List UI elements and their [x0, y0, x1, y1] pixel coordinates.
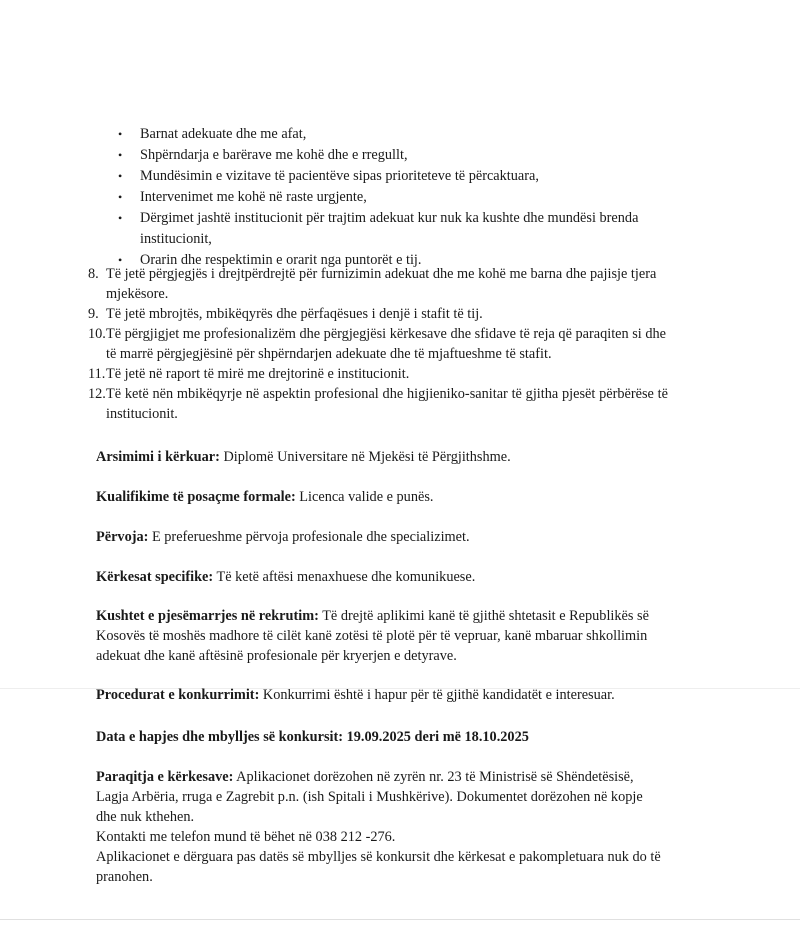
- experience-section: Përvoja: E preferueshme përvoja profesionale dhe specializimet.: [96, 529, 470, 545]
- numbered-list: [88, 264, 668, 424]
- bullet-icon: •: [118, 169, 123, 183]
- numbered-item: 9. Të jetë mbrojtës, mbikëqyrës dhe përfaqësues i denjë i stafit të tij.: [88, 306, 483, 322]
- bullet-item: • Shpërndarja e barërave me kohë dhe e rregullt,: [118, 145, 678, 166]
- requirements-section: Kërkesat specifike: Të ketë aftësi menaxhuese dhe komunikuese.: [96, 569, 476, 585]
- bullet-icon: •: [118, 148, 123, 162]
- numbered-item: 8. Të jetë përgjegjës i drejtpërdrejtë për furnizimin adekuat dhe me kohë me barna dhe pajisje tjera mjekësore.: [88, 266, 657, 302]
- page-edge: [0, 919, 800, 920]
- bullet-item: • Intervenimet me kohë në raste urgjente,: [118, 187, 678, 208]
- qualifications-section: Kualifikime të posaçme formale: Licenca valide e punës.: [96, 489, 434, 505]
- numbered-item: 11. Të jetë në raport të mirë me drejtorinë e institucionit.: [88, 366, 410, 382]
- bullet-list: [118, 124, 678, 271]
- closing-note: Aplikacionet e dërguara pas datës së mbylljes së konkursit dhe kërkesat e pakompletuara nuk do të pranohen.: [96, 849, 661, 885]
- conditions-section: Kushtet e pjesëmarrjes në rekrutim: Të drejtë aplikimi kanë të gjithë shtetasit e Republikës së Kosovës të moshës madhore të cilët kanë zotësi të plotë për të vepruar, kanë mbaruar shkollimin adekuat dhe kanë aftësinë profesionale për kryerjen e detyrave.: [96, 608, 649, 664]
- contact-text: Kontakti me telefon mund të bëhet në 038 212 -276.: [96, 829, 396, 845]
- bullet-item: • Barnat adekuate dhe me afat,: [118, 124, 678, 145]
- education-section: Arsimimi i kërkuar: Diplomë Universitare në Mjekësi të Përgjithshme.: [96, 449, 511, 465]
- bullet-icon: •: [118, 211, 123, 225]
- numbered-item: 10. Të përgjigjet me profesionalizëm dhe përgjegjësi kërkesave dhe sfidave të reja që paraqiten si dhe të marrë përgjegjësinë për shpërndarjen adekuate dhe të mjaftueshme të stafit.: [88, 326, 667, 362]
- procedure-section: Procedurat e konkurrimit: Konkurrimi është i hapur për të gjithë kandidatët e interesuar.: [96, 687, 615, 703]
- bullet-icon: •: [118, 253, 123, 267]
- bullet-icon: •: [118, 127, 123, 141]
- bullet-icon: •: [118, 190, 123, 204]
- submission-section: Paraqitja e kërkesave: Aplikacionet dorëzohen në zyrën nr. 23 të Ministrisë së Shëndetësisë, Lagja Arbëria, rruga e Zagrebit p.n. (ish Spitali i Mushkërive). Dokumentet dorëzohen në kopje dhe nuk kthehen. Kontakti me telefon mund të bëhet në 038 212 -276. Aplikacionet e dërguara pas datës së mbylljes së konkursit dhe kërkesat e pakompletuara nuk do të pranohen.: [96, 769, 661, 885]
- dates-section: Data e hapjes dhe mbylljes së konkursit: 19.09.2025 deri më 18.10.2025: [96, 729, 529, 745]
- bullet-item: • Dërgimet jashtë institucionit për trajtim adekuat kur nuk ka kushte dhe mundësi brenda institucionit,: [118, 210, 639, 247]
- bullet-item: • Mundësimin e vizitave të pacientëve sipas prioriteteve të përcaktuara,: [118, 166, 678, 187]
- numbered-item: 12. Të ketë nën mbikëqyrje në aspektin profesional dhe higjieniko-sanitar të gjitha pjesët përbërëse të institucionit.: [88, 386, 668, 422]
- bullet-item: • Orarin dhe respektimin e orarit nga puntorët e tij.: [118, 250, 678, 271]
